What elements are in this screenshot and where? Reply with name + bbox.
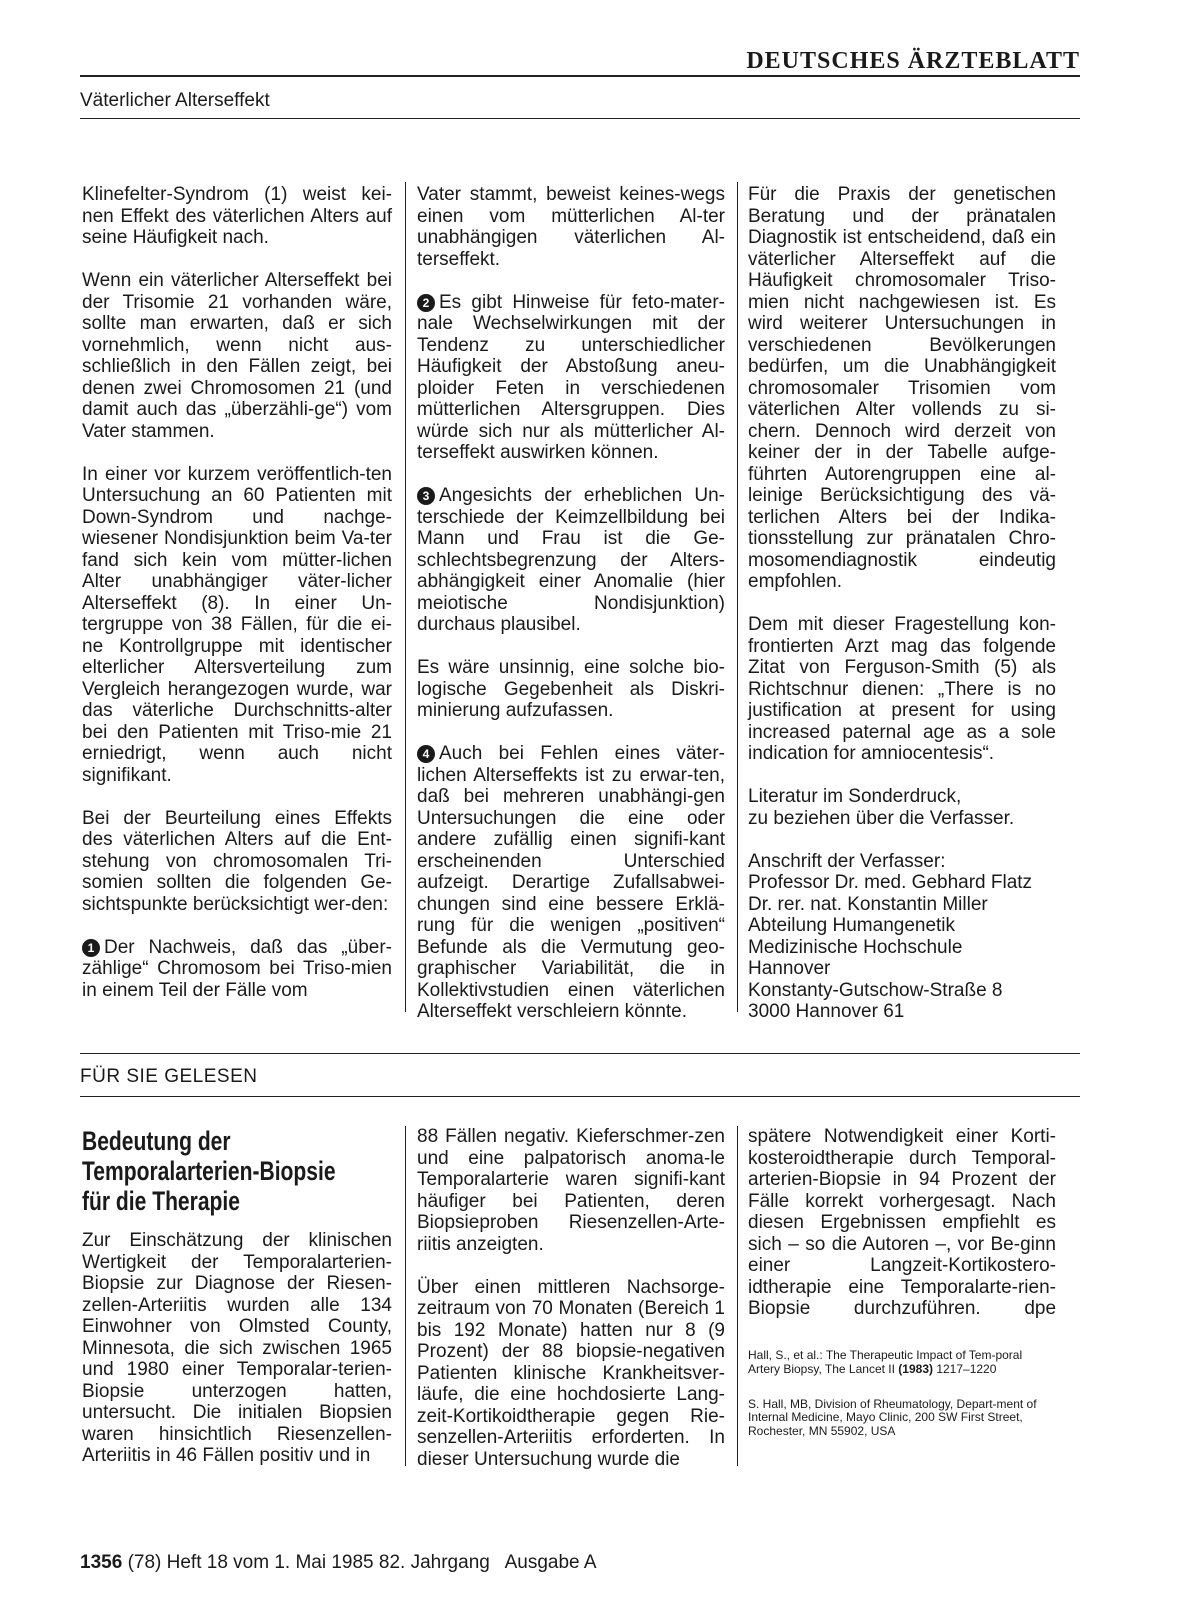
article2-column-2 xyxy=(417,1126,725,1470)
reference-text: Hall, S., et al.: The Therapeutic Impact of Tem-poral Artery Biopsy, The Lancet II xyxy=(748,1348,1023,1376)
paragraph: Es wäre unsinnig, eine solche bio-logische Gegebenheit als Diskri-minierung aufzufassen. xyxy=(417,657,725,721)
column-divider xyxy=(737,1126,738,1466)
agency-tag: dpe xyxy=(1024,1298,1057,1319)
runner-rule xyxy=(80,118,1080,119)
address-line: Dr. rer. nat. Konstantin Miller xyxy=(748,893,988,915)
paragraph: Vater stammt, beweist keines-wegs einen vom mütterlichen Al-ter unabhängigen väterlichen Al-terseffekt. xyxy=(417,184,725,270)
paragraph: Bei der Beurteilung eines Effekts des väterlichen Alters auf die Ent-stehung von chromosomalen Tri-somien sollten die folgenden Ge-sichtspunkte berücksichtigt wer-den: xyxy=(82,807,392,915)
column-divider xyxy=(405,1126,406,1466)
section-label: FÜR SIE GELESEN xyxy=(80,1066,258,1087)
section-rule-bottom xyxy=(80,1096,1080,1097)
number-1-badge: 1 xyxy=(82,939,100,957)
paragraph-text: spätere Notwendigkeit einer Korti-kosteroidtherapie durch Temporal-arterien-Biopsie in 94 Prozent der Fälle korrekt vorhergesagt. Nach diesen Ergebnissen empfiehlt es sich – so die Autoren –, vor Be-ginn einer Langzeit-Kortikostero-idtherapie eine Temporalarte-rien-Biopsie durchzuführen. xyxy=(748,1126,1056,1319)
address-line: Anschrift der Verfasser: xyxy=(748,850,946,872)
literature-line: Literatur im Sonderdruck, xyxy=(748,786,962,807)
author-address xyxy=(748,851,1056,1023)
address-line: Professor Dr. med. Gebhard Flatz xyxy=(748,872,1033,893)
literature-note xyxy=(748,786,1056,829)
article1-column-2 xyxy=(417,184,725,1023)
journal-title: DEUTSCHES ÄRZTEBLATT xyxy=(746,48,1080,74)
point-text: Angesichts der erheblichen Un-terschiede der Keimzellbildung bei Mann und Frau ist die Ge-schlechtsbegrenzung der Alters-abhängigkeit einer Anomalie (hier meiotische Nondisjunktion) durchaus plausibel. xyxy=(417,485,725,635)
point-text: Es gibt Hinweise für feto-mater-nale Wechselwirkungen mit der Tendenz zu unterschiedlicher Häufigkeit der Abstoßung aneu-ploider Feten in verschiedenen mütterlichen Altersgruppen. Dies würde sich nur als mütterlicher Al-terseffekt auswirken können. xyxy=(417,291,725,463)
running-title: Väterlicher Alterseffekt xyxy=(80,90,270,111)
number-2-badge: 2 xyxy=(417,294,435,312)
paragraph: Für die Praxis der genetischen Beratung und der pränatalen Diagnostik ist entscheidend, daß ein väterlicher Alterseffekt auf die Häufigkeit chromosomaler Triso-mien nicht nachgewiesen ist. Es wird weiterer Untersuchungen in verschiedenen Bevölkerungen bedürfen, um die Unabhängigkeit chromosomaler Trisomien vom väterlichen Alter vollends zu si-chern. Dennoch wird derzeit von keiner der in der Tabelle aufge-führten Autorengruppen eine al-leinige Berücksichtigung des vä-terlichen Alters bei der Indika-tionsstellung zur pränatalen Chro-mosomendiagnostik eindeutig empfohlen. xyxy=(748,184,1056,592)
point-text: Der Nachweis, daß das „über-zählige“ Chromosom bei Triso-mien in einem Teil der Fälle vom xyxy=(82,936,392,1001)
numbered-point-1 xyxy=(82,937,392,1002)
headline-line: für die Therapie xyxy=(82,1186,240,1216)
paragraph: Wenn ein väterlicher Alterseffekt bei der Trisomie 21 vorhanden wäre, sollte man erwarten, daß er sich vornehmlich, wenn nicht aus-schließlich in den Fällen zeigt, bei denen zwei Chromosomen 21 (und damit auch das „überzähli-ge“) vom Vater stammen. xyxy=(82,270,392,442)
literature-line: zu beziehen über die Verfasser. xyxy=(748,807,1015,829)
paragraph: Über einen mittleren Nachsorge-zeitraum von 70 Monaten (Bereich 1 bis 192 Monate) hatten nur 8 (9 Prozent) der 88 biopsie-negativen Patienten klinische Krankheitsver-läufe, die eine hochdosierte Lang-zeit-Kortikoidtherapie gegen Rie-senzellen-Arteriitis erforderten. In dieser Untersuchung wurde die xyxy=(417,1276,725,1470)
article1-column-3 xyxy=(748,184,1056,1023)
article2-column-1 xyxy=(82,1126,392,1467)
article1-column-1 xyxy=(82,184,392,1001)
address-line: 3000 Hannover 61 xyxy=(748,1001,905,1022)
page-number: 1356 xyxy=(80,1552,123,1573)
paragraph: Dem mit dieser Fragestellung kon-frontierten Arzt mag das folgende Zitat von Ferguson-Smith (5) als Richtschnur dienen: „There is no justification at present for using increased paternal age as a sole indication for amniocentesis“. xyxy=(748,614,1056,764)
headline-line: Temporalarterien-Biopsie xyxy=(82,1156,336,1186)
numbered-point-4 xyxy=(417,743,725,1023)
header-rule xyxy=(80,75,1080,77)
footer-issue-info: (78) Heft 18 vom 1. Mai 1985 82. Jahrgang Ausgabe A xyxy=(127,1552,597,1573)
section-rule-top xyxy=(80,1053,1080,1054)
paragraph: In einer vor kurzem veröffentlich-ten Untersuchung an 60 Patienten mit Down-Syndrom und nachge-wiesener Nondisjunktion beim Va-ter fand sich kein vom mütter-lichen Alter unabhängiger väter-licher Alterseffekt (8). In einer Un-tergruppe von 38 Fällen, für die ei-ne Kontrollgruppe mit identischer elterlicher Altersverteilung zum Vergleich herangezogen wurde, war das väterliche Durchschnitts-alter bei den Patienten mit Triso-mie 21 erniedrigt, wenn auch nicht signifikant. xyxy=(82,463,392,786)
paragraph: Zur Einschätzung der klinischen Wertigkeit der Temporalarterien-Biopsie zur Diagnose der Riesen-zellen-Arteriitis wurden alle 134 Einwohner von Olmsted County, Minnesota, die sich zwischen 1965 und 1980 einer Temporalar-terien-Biopsie unterzogen hatten, untersucht. Die initialen Biopsien waren hinsichtlich Riesenzellen-Arteriitis in 46 Fällen positiv und in xyxy=(82,1230,392,1466)
address-line: Hannover xyxy=(748,958,831,979)
number-3-badge: 3 xyxy=(417,487,435,505)
page-footer xyxy=(80,1552,597,1574)
point-text: Auch bei Fehlen eines väter-lichen Alterseffekts ist zu erwar-ten, daß bei mehreren unabhängi-gen Untersuchungen die eine oder andere zufällig einen signifi-kant erscheinenden Unterschied aufzeigt. Derartige Zufallsabwei-chungen sind eine bessere Erklä-rung für die wenigen „positiven“ Befunde als die Vermutung geo-graphischer Variabilität, die in Kollektivstudien einen väterlichen Alterseffekt verschleiern könnte. xyxy=(417,743,725,1022)
address-line: Abteilung Humangenetik xyxy=(748,915,956,936)
paragraph xyxy=(748,1126,1056,1320)
reference-pages: 1217–1220 xyxy=(932,1361,997,1376)
address-line: Medizinische Hochschule xyxy=(748,936,963,958)
address-line: Konstanty-Gutschow-Straße 8 xyxy=(748,979,1003,1001)
numbered-point-3 xyxy=(417,485,725,636)
headline-line: Bedeutung der xyxy=(82,1126,231,1156)
column-divider xyxy=(737,182,738,1012)
article-headline xyxy=(82,1126,394,1216)
number-4-badge: 4 xyxy=(417,745,435,763)
reference-year: (1983) xyxy=(898,1361,933,1376)
paragraph: 88 Fällen negativ. Kieferschmer-zen und eine palpatorisch anoma-le Temporalarterie waren signifi-kant häufiger bei Patienten, deren Biopsieproben Riesenzellen-Arte-riitis anzeigten. xyxy=(417,1126,725,1255)
paragraph: Klinefelter-Syndrom (1) weist kei-nen Effekt des väterlichen Alters auf seine Häufigkeit nach. xyxy=(82,184,392,248)
column-divider xyxy=(405,182,406,1012)
author-contact: S. Hall, MB, Division of Rheumatology, Depart-ment of Internal Medicine, Mayo Clinic, 200 SW First Street, Rochester, MN 55902, USA xyxy=(748,1396,1037,1438)
reference xyxy=(748,1349,1056,1376)
numbered-point-2 xyxy=(417,292,725,464)
article2-column-3 xyxy=(748,1126,1056,1460)
